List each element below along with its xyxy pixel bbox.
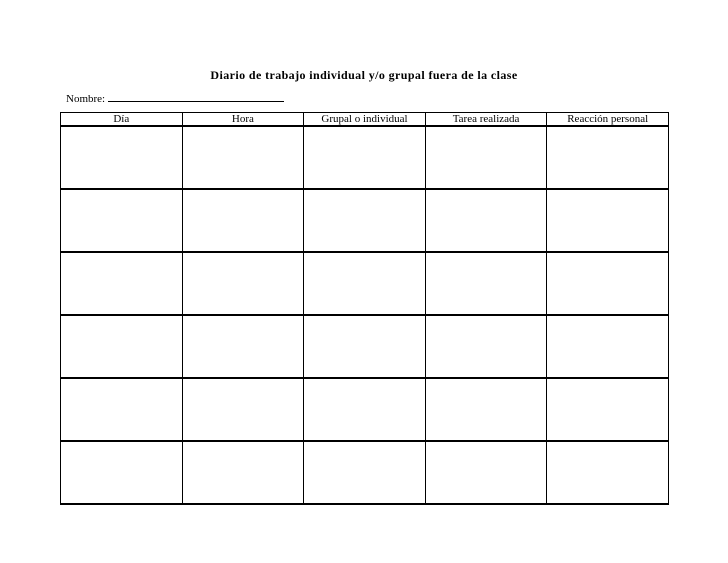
table-cell (425, 315, 547, 378)
table-cell (547, 189, 669, 252)
table-cell (425, 252, 547, 315)
table-cell (425, 189, 547, 252)
table-cell (61, 252, 183, 315)
table-cell (182, 189, 304, 252)
table-cell (182, 315, 304, 378)
table-header-row (61, 113, 669, 127)
table-row (61, 126, 669, 189)
table-cell (547, 315, 669, 378)
table-row (61, 378, 669, 441)
table-cell (61, 441, 183, 504)
table-row (61, 441, 669, 504)
table-cell (182, 126, 304, 189)
column-header-hora: Hora (182, 113, 304, 127)
table-cell (61, 315, 183, 378)
table-cell (547, 252, 669, 315)
table-cell (182, 378, 304, 441)
table-row (61, 189, 669, 252)
column-header-dia: Día (61, 113, 183, 127)
table-cell (61, 126, 183, 189)
document-title: Diario de trabajo individual y/o grupal fuera de la clase (210, 68, 518, 82)
name-label: Nombre: (66, 93, 106, 105)
table-cell (304, 252, 426, 315)
name-blank-line (108, 91, 284, 102)
name-field-line (66, 91, 284, 105)
column-header-reaccion-personal: Reacción personal (547, 113, 669, 127)
table-cell (304, 126, 426, 189)
table-cell (304, 315, 426, 378)
table-row (61, 252, 669, 315)
table-cell (61, 189, 183, 252)
table-cell (61, 378, 183, 441)
table-cell (182, 441, 304, 504)
table-cell (304, 378, 426, 441)
table-cell (304, 189, 426, 252)
table-cell (304, 441, 426, 504)
table-cell (425, 378, 547, 441)
table-cell (547, 126, 669, 189)
table-cell (182, 252, 304, 315)
table-cell (547, 441, 669, 504)
table-cell (547, 378, 669, 441)
column-header-grupal-o-individual: Grupal o individual (304, 113, 426, 127)
table-cell (425, 126, 547, 189)
table-row (61, 315, 669, 378)
activity-log-table (60, 112, 669, 505)
table-cell (425, 441, 547, 504)
column-header-tarea-realizada: Tarea realizada (425, 113, 547, 127)
